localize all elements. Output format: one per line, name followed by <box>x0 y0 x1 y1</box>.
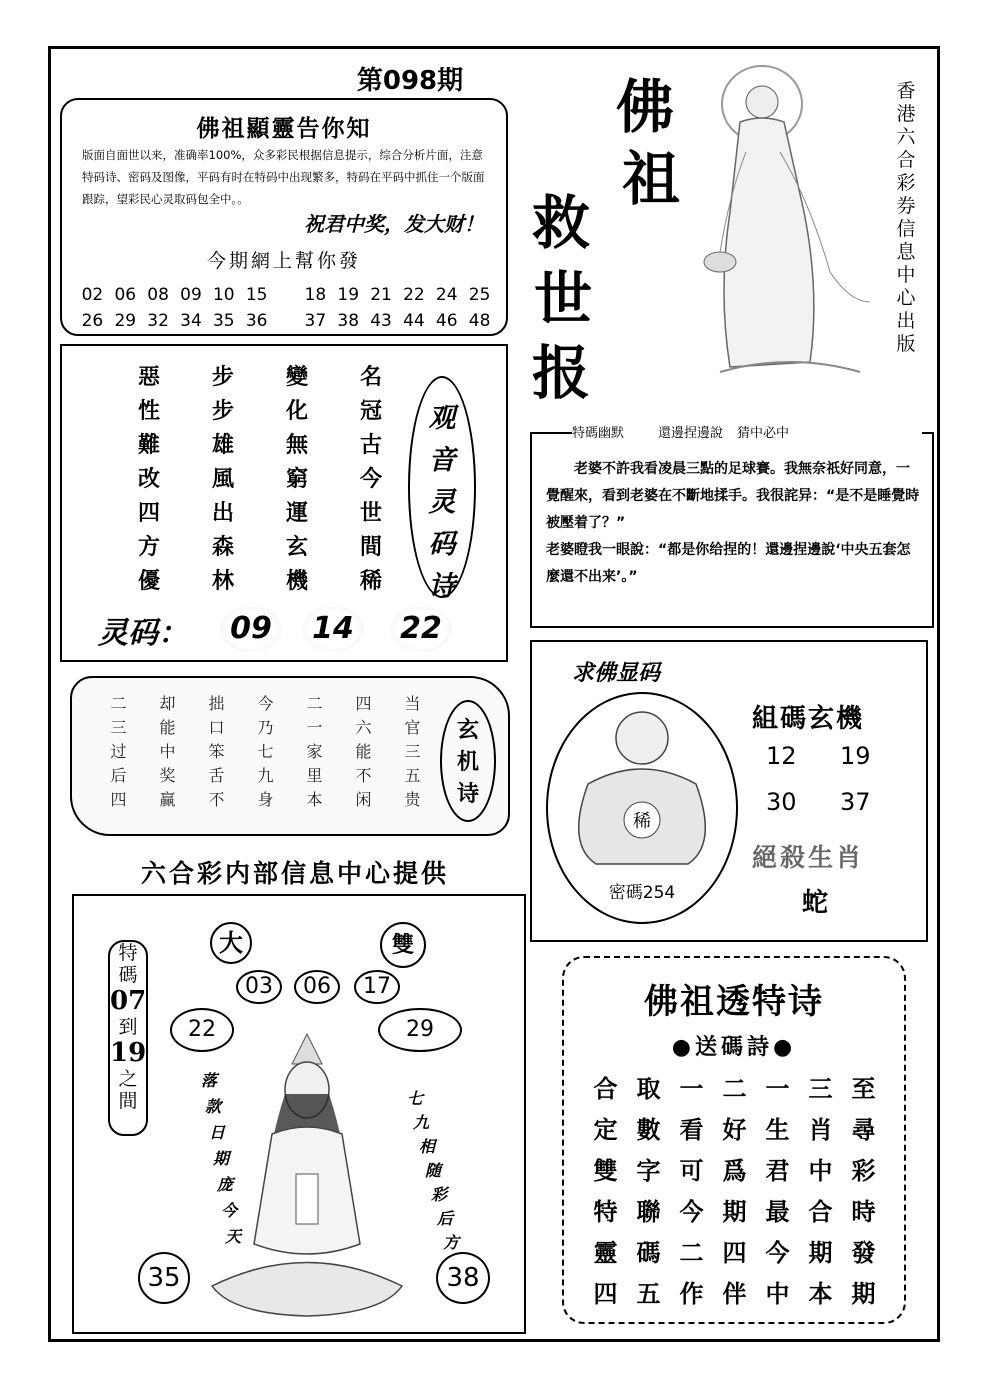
lingma-number: 14 <box>302 606 364 652</box>
number-cell: 19 <box>337 285 360 305</box>
special-poem-char: 彩 <box>851 1156 876 1185</box>
special-poem-char: 一 <box>765 1074 790 1103</box>
intro-subtitle: 今期網上幫你發 <box>206 250 361 272</box>
number-cell: 18 <box>304 285 327 305</box>
xuanji-char: 官 <box>404 718 421 737</box>
left-vertical-char: 款 <box>204 1097 221 1116</box>
title-char: 祖 <box>622 145 681 213</box>
poem-char: 四 <box>137 500 160 526</box>
guanyin-poem-box <box>60 344 508 662</box>
publisher-char: 合 <box>896 149 916 171</box>
number-circle: 22 <box>170 1008 234 1052</box>
special-code-range <box>108 940 148 1136</box>
special-poem-char: 君 <box>765 1156 790 1185</box>
number-cell: 06 <box>114 285 137 305</box>
special-poem-char: 靈 <box>593 1238 618 1267</box>
special-poem-char: 生 <box>765 1115 790 1144</box>
poem-char: 機 <box>285 568 308 594</box>
big-badge: 大 <box>210 922 252 964</box>
number-cell: 48 <box>468 311 491 331</box>
lingma-label: 灵码： <box>98 616 188 651</box>
left-vertical-char: 期 <box>212 1149 229 1168</box>
special-poem-char: 時 <box>851 1197 876 1226</box>
intro-box <box>60 98 508 336</box>
number-cell: 21 <box>370 285 392 305</box>
special-poem-char: 取 <box>636 1074 661 1103</box>
double-badge: 雙 <box>380 922 426 968</box>
special-poem-char: 可 <box>679 1156 704 1185</box>
left-vertical-char: 落 <box>200 1071 217 1090</box>
xuanji-title-char: 机 <box>456 749 479 775</box>
xuanji-char: 本 <box>306 790 323 809</box>
title-char: 报 <box>532 339 591 407</box>
number-row <box>76 282 496 308</box>
xuanji-char: 九 <box>257 766 274 785</box>
poem-char: 難 <box>137 432 160 458</box>
zuma-number: 30 <box>766 788 797 816</box>
number-circle: 06 <box>294 970 340 1004</box>
xuanji-scroll <box>70 676 510 836</box>
right-vertical-char: 随 <box>424 1161 441 1180</box>
special-poem-grid <box>584 1068 885 1314</box>
number-circle: 17 <box>354 970 400 1004</box>
xuanji-char: 二 <box>306 694 323 713</box>
number-row <box>76 308 496 334</box>
special-code-label: 間 <box>118 1090 138 1112</box>
poem-char: 稀 <box>359 568 382 594</box>
xuanji-char: 后 <box>110 766 127 785</box>
xuanji-char: 今 <box>257 694 274 713</box>
number-cell: 43 <box>370 311 392 331</box>
special-poem-char: 期 <box>722 1197 747 1226</box>
special-poem-char: 發 <box>851 1238 876 1267</box>
poem-char: 出 <box>211 500 234 526</box>
poem-char: 今 <box>359 466 382 492</box>
xuanji-char: 舌 <box>208 766 225 785</box>
left-vertical-char: 日 <box>208 1123 225 1142</box>
spacer <box>273 308 299 334</box>
publisher-vertical <box>892 80 920 356</box>
poem-char: 森 <box>211 534 234 560</box>
xuanji-char: 中 <box>159 742 176 761</box>
humor-header-label: 特碼幽默 <box>572 426 625 441</box>
number-cell: 25 <box>468 285 491 305</box>
poem-char: 古 <box>359 432 382 458</box>
special-poem-char: 尋 <box>851 1115 876 1144</box>
guanyin-numbers-box <box>72 894 526 1334</box>
left-vertical-char: 今 <box>220 1201 237 1220</box>
special-poem-char: 肖 <box>808 1115 833 1144</box>
number-cell: 26 <box>81 311 104 331</box>
number-cell: 09 <box>180 285 202 305</box>
special-poem-char: 伴 <box>722 1279 747 1308</box>
buddha-code-title: 求佛显码 <box>572 660 661 686</box>
poem-char: 間 <box>359 534 382 560</box>
poem-char: 方 <box>137 534 160 560</box>
xuanji-char: 口 <box>208 718 225 737</box>
xuanji-char: 不 <box>208 790 225 809</box>
xuanji-char: 身 <box>257 790 274 809</box>
xuanji-char: 家 <box>306 742 323 761</box>
publisher-char: 香 <box>896 80 916 102</box>
spacer <box>273 282 299 308</box>
poem-char: 優 <box>137 568 160 594</box>
seated-guanyin-illustration <box>192 1024 422 1324</box>
special-poem-char: 中 <box>808 1156 833 1185</box>
xuanji-char: 笨 <box>208 742 225 761</box>
left-vertical-char: 天 <box>224 1227 241 1246</box>
number-cell: 44 <box>403 311 425 331</box>
special-poem-title: 佛祖透特诗 <box>644 982 824 1022</box>
guanyin-illustration <box>700 62 880 392</box>
xuanji-char: 能 <box>355 742 372 761</box>
special-poem-char: 至 <box>851 1074 876 1103</box>
humor-paragraph: 老婆不許我看凌晨三點的足球賽。我無奈祇好同意，一覺醒來，看到老婆在不斷地揉手。我很詫异：“是不是睡覺時被壓着了？” <box>546 461 920 531</box>
zuma-number: 19 <box>840 742 871 770</box>
right-vertical-char: 七 <box>406 1089 423 1108</box>
humor-box <box>530 426 934 628</box>
special-poem-char: 數 <box>636 1115 661 1144</box>
buddha-oval <box>546 692 738 924</box>
special-poem-char: 聯 <box>636 1197 661 1226</box>
special-poem-char: 四 <box>722 1238 747 1267</box>
poem-char: 風 <box>211 466 234 492</box>
poem-char: 惡 <box>137 364 160 390</box>
right-vertical-char: 后 <box>436 1209 453 1228</box>
xuanji-char: 二 <box>110 694 127 713</box>
special-poem-char: 一 <box>679 1074 704 1103</box>
guanyin-poem-title-char: 观 <box>428 403 456 434</box>
poem-char: 性 <box>137 398 160 424</box>
xuanji-char: 四 <box>110 790 127 809</box>
special-code-label: 碼 <box>118 964 138 986</box>
xuanji-title-char: 诗 <box>456 781 479 807</box>
title-char: 世 <box>534 265 593 333</box>
number-table <box>76 282 496 334</box>
provider-line: 六合彩内部信息中心提供 <box>140 859 449 888</box>
poem-char: 步 <box>211 398 234 424</box>
publisher-char: 彩 <box>896 172 916 194</box>
xuanji-title-char: 玄 <box>456 717 479 743</box>
special-code-label: 特 <box>118 942 138 964</box>
xuanji-char: 却 <box>159 694 176 713</box>
poem-grid <box>112 360 408 598</box>
intro-title: 佛祖顯靈告你知 <box>196 115 372 142</box>
xuanji-char: 一 <box>306 718 323 737</box>
juesha-label: 絕殺生肖 <box>752 843 865 872</box>
xuanji-char: 六 <box>355 718 372 737</box>
buddha-code-box <box>530 640 928 942</box>
special-poem-char: 二 <box>679 1238 704 1267</box>
publisher-char: 信 <box>896 218 916 240</box>
special-poem-char: 作 <box>679 1279 704 1308</box>
humor-text <box>546 456 920 591</box>
laughing-buddha-illustration <box>548 694 736 874</box>
special-poem-char: 本 <box>808 1279 833 1308</box>
publisher-char: 中 <box>896 264 916 286</box>
title-char: 佛 <box>616 73 675 141</box>
xuanji-char: 七 <box>257 742 274 761</box>
guanyin-poem-title-char: 灵 <box>428 487 456 518</box>
number-cell: 08 <box>147 285 169 305</box>
poem-char: 林 <box>211 568 234 594</box>
publisher-char: 券 <box>896 195 916 217</box>
special-code-from: 07 <box>110 986 147 1016</box>
poem-char: 步 <box>211 364 234 390</box>
publisher-char: 版 <box>896 333 916 355</box>
poem-char: 雄 <box>211 432 234 458</box>
publisher-char: 六 <box>896 126 916 148</box>
humor-header-label: 猜中必中 <box>737 426 790 441</box>
special-code-to: 19 <box>110 1038 147 1068</box>
special-poem-box <box>562 956 906 1324</box>
number-cell: 32 <box>147 311 169 331</box>
special-code-label: 到 <box>118 1016 138 1038</box>
number-cell: 46 <box>435 311 458 331</box>
intro-body: 版面自面世以来，准确率100%，众多彩民根据信息提示，综合分析片面，注意特码诗、密码及图像，平码有时在特码中出现繁多，特码在平码中抓住一个版面跟踪，望彩民心灵取码包全中。。 <box>82 148 485 206</box>
poem-char: 冠 <box>359 398 382 424</box>
xuanji-title <box>442 714 494 810</box>
right-vertical-char: 方 <box>442 1233 459 1252</box>
xuanji-char: 奖 <box>159 766 176 785</box>
number-cell: 15 <box>245 285 268 305</box>
poem-char: 化 <box>285 398 308 424</box>
number-cell: 02 <box>81 285 104 305</box>
number-cell: 36 <box>245 311 268 331</box>
xuanji-char: 三 <box>404 742 421 761</box>
special-poem-char: 字 <box>636 1156 661 1185</box>
number-cell: 22 <box>403 285 425 305</box>
special-poem-char: 最 <box>765 1197 790 1226</box>
zuma-number: 12 <box>766 742 797 770</box>
xuanji-char: 里 <box>306 766 323 785</box>
humor-header <box>572 422 922 444</box>
guanyin-poem-title-char: 诗 <box>428 571 456 602</box>
special-poem-char: 定 <box>593 1115 618 1144</box>
right-vertical-char: 九 <box>412 1113 429 1132</box>
humor-paragraph: 老婆瞪我一眼說：“都是你给捏的！還邊捏邊說‘中央五套怎麼還不出来’。” <box>546 542 911 585</box>
publisher-char: 心 <box>896 287 916 309</box>
number-cell: 24 <box>435 285 458 305</box>
number-circle: 03 <box>236 970 282 1004</box>
publisher-char: 出 <box>896 310 916 332</box>
xuanji-char: 闲 <box>355 790 372 809</box>
zodiac-value: 蛇 <box>802 888 829 918</box>
xuanji-char: 四 <box>355 694 372 713</box>
guanyin-poem-title <box>410 398 474 608</box>
xuanji-char: 三 <box>110 718 127 737</box>
password-number: 密碼254 <box>608 883 676 903</box>
poem-char: 改 <box>137 466 160 492</box>
left-vertical-char: 庞 <box>216 1175 233 1194</box>
special-poem-char: 合 <box>593 1074 618 1103</box>
poem-char: 運 <box>285 500 308 526</box>
xuanji-char: 乃 <box>257 718 274 737</box>
lingma-number: 09 <box>220 606 282 652</box>
special-poem-char: 碼 <box>636 1238 661 1267</box>
xuanji-char: 能 <box>159 718 176 737</box>
intro-blessing: 祝君中奖，发大财！ <box>304 212 484 236</box>
zuma-number: 37 <box>840 788 871 816</box>
special-poem-subtitle: ●送碼詩● <box>671 1034 797 1060</box>
poem-char: 世 <box>359 500 382 526</box>
xuanji-char: 过 <box>110 742 127 761</box>
xuanji-oval <box>440 700 496 822</box>
guanyin-poem-title-char: 音 <box>428 445 456 476</box>
xuanji-char: 不 <box>355 766 372 785</box>
title-char: 救 <box>532 189 591 257</box>
special-poem-char: 今 <box>765 1238 790 1267</box>
special-poem-char: 特 <box>593 1197 618 1226</box>
number-circle: 35 <box>138 1252 190 1304</box>
poem-char: 玄 <box>285 534 308 560</box>
xuanji-char: 拙 <box>208 694 225 713</box>
special-poem-char: 雙 <box>593 1156 618 1185</box>
xuanji-grid <box>94 692 437 812</box>
special-poem-char: 二 <box>722 1074 747 1103</box>
special-poem-char: 四 <box>593 1279 618 1308</box>
lingma-number: 22 <box>390 606 452 652</box>
right-vertical-char: 相 <box>418 1137 435 1156</box>
number-cell: 10 <box>212 285 235 305</box>
special-poem-char: 好 <box>722 1115 747 1144</box>
humor-header-label: 還邊捏邊說 <box>658 426 724 441</box>
number-circle: 29 <box>378 1008 462 1052</box>
special-poem-char: 期 <box>851 1279 876 1308</box>
number-cell: 29 <box>114 311 137 331</box>
special-poem-char: 爲 <box>722 1156 747 1185</box>
xuanji-char: 当 <box>404 694 421 713</box>
special-poem-char: 期 <box>808 1238 833 1267</box>
issue-number: 第098期 <box>356 66 464 96</box>
number-circle: 38 <box>436 1252 490 1304</box>
xuanji-char: 贵 <box>404 790 421 809</box>
publisher-char: 息 <box>896 241 916 263</box>
poem-char: 名 <box>359 364 382 390</box>
zuma-title: 組碼玄機 <box>752 704 865 734</box>
special-poem-char: 今 <box>679 1197 704 1226</box>
buddha-belly-char: 稀 <box>633 811 651 832</box>
poem-char: 窮 <box>285 466 308 492</box>
guanyin-poem-title-char: 码 <box>428 529 456 560</box>
guanyin-poem-oval <box>408 376 476 602</box>
number-cell: 35 <box>212 311 235 331</box>
right-vertical-char: 彩 <box>430 1185 447 1204</box>
special-poem-char: 中 <box>765 1279 790 1308</box>
special-poem-char: 五 <box>636 1279 661 1308</box>
poem-char: 無 <box>285 432 308 458</box>
special-poem-char: 三 <box>808 1074 833 1103</box>
special-poem-char: 看 <box>679 1115 704 1144</box>
publisher-char: 港 <box>896 103 916 125</box>
xuanji-char: 五 <box>404 766 421 785</box>
number-cell: 38 <box>337 311 360 331</box>
xuanji-char: 赢 <box>159 790 176 809</box>
special-poem-char: 合 <box>808 1197 833 1226</box>
poem-char: 變 <box>285 364 308 390</box>
number-cell: 37 <box>304 311 327 331</box>
special-code-label: 之 <box>118 1068 138 1090</box>
number-cell: 34 <box>180 311 202 331</box>
